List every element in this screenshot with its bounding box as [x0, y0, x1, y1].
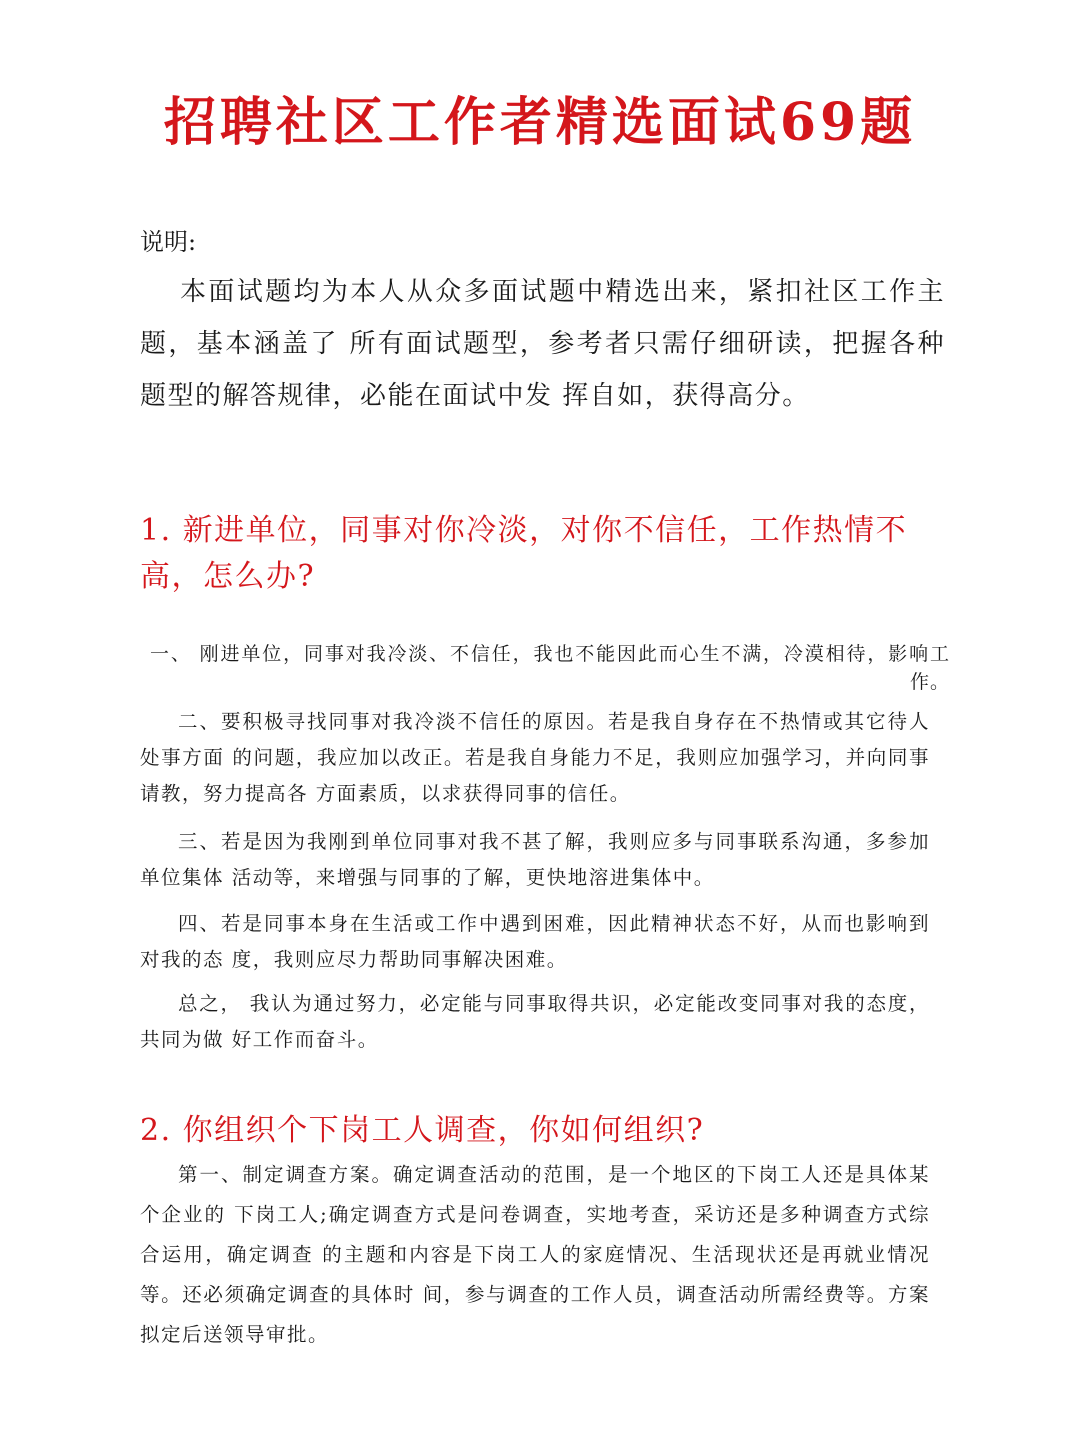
- intro-paragraph: 本面试题均为本人从众多面试题中精选出来，紧扣社区工作主题，基本涵盖了 所有面试题型，参考者只需仔细研读，把握各种题型的解答规律，必能在面试中发 挥自如，获得高分。: [140, 277, 945, 411]
- question-2-heading: 2. 你组织个下岗工人调查，你如何组织?: [140, 1113, 705, 1148]
- question-1-heading: 1. 新进单位，同事对你冷淡，对你不信任，工作热情不高，怎么办?: [140, 513, 908, 594]
- question-1-answer-4: 四、若是同事本身在生活或工作中遇到困难，因此精神状态不好，从而也影响到对我的态 度，我则应尽力帮助同事解决困难。: [140, 912, 930, 971]
- intro-label: 说明:: [140, 228, 197, 256]
- question-1-answer-1: 一、 刚进单位，同事对我冷淡、不信任，我也不能因此而心生不满，冷漠相待，影响工作。: [150, 643, 950, 693]
- question-1-answer-2: 二、要积极寻找同事对我冷淡不信任的原因。若是我自身存在不热情或其它待人处事方面 的问题，我应加以改正。若是我自身能力不足，我则应加强学习，并向同事请教，努力提高各 方面素质，以求获得同事的信任。: [140, 710, 930, 805]
- question-2-answer-1: 第一、制定调查方案。确定调查活动的范围，是一个地区的下岗工人还是具体某个企业的 下岗工人;确定调查方式是问卷调查，实地考查，采访还是多种调查方式综合运用，确定调查 的主题和内容是下岗工人的家庭情况、生活现状还是再就业情况等。还必须确定调查的具体时 间，参与调查的工作人员，调查活动所需经费等。方案拟定后送领导审批。: [140, 1163, 930, 1346]
- question-1-answer-3: 三、若是因为我刚到单位同事对我不甚了解，我则应多与同事联系沟通，多参加单位集体 活动等，来增强与同事的了解，更快地溶进集体中。: [140, 830, 930, 889]
- question-1-answer-5: 总之， 我认为通过努力，必定能与同事取得共识，必定能改变同事对我的态度，共同为做 好工作而奋斗。: [140, 992, 930, 1051]
- document-title: 招聘社区工作者精选面试69题: [163, 92, 917, 153]
